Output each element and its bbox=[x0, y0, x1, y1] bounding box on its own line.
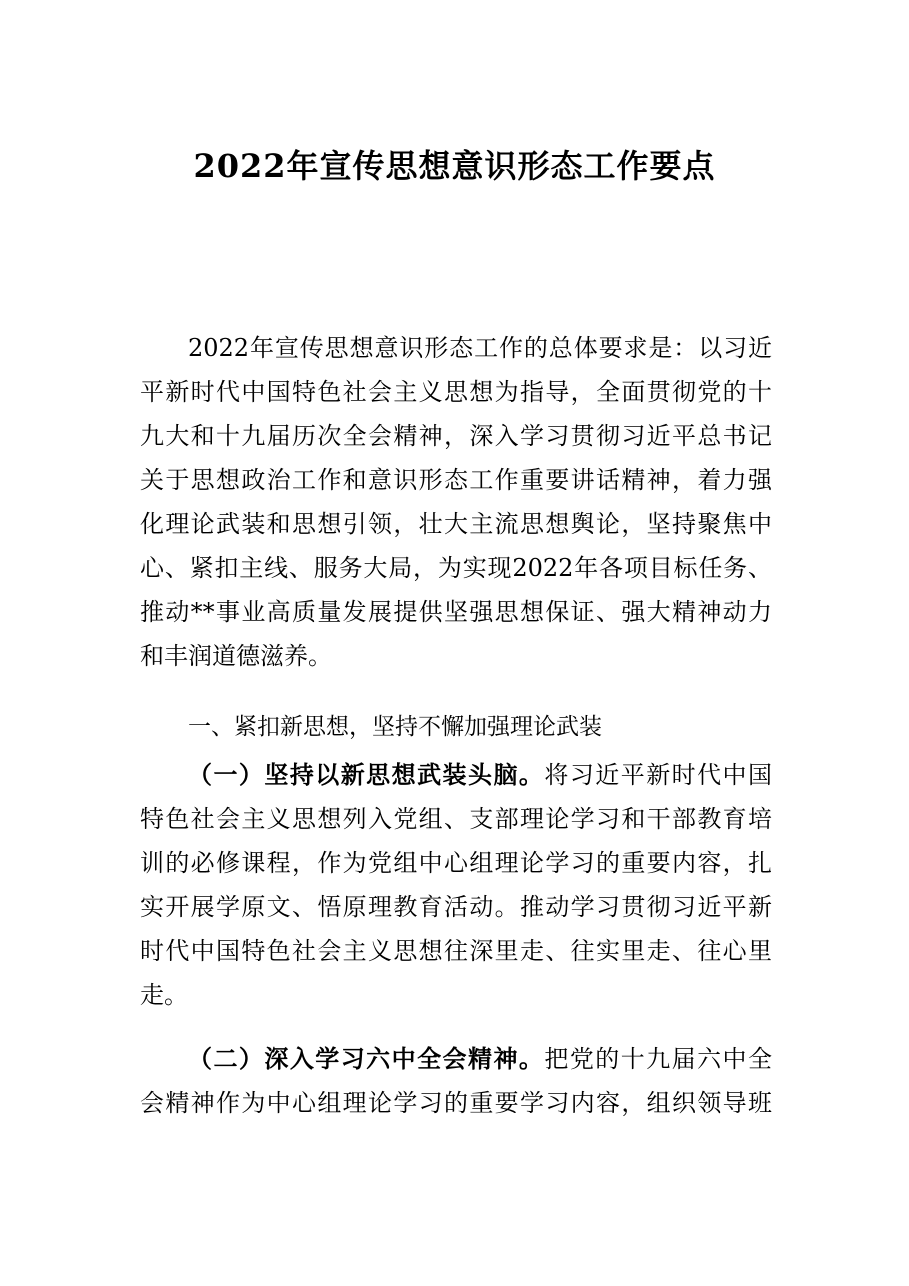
item-line: 会精神作为中心组理论学习的重要学习内容，组织领导班 bbox=[140, 1089, 772, 1117]
item-lead-heading: （一）坚持以新思想武装头脑。 bbox=[188, 761, 545, 789]
intro-line: 和丰润道德滋养。 bbox=[140, 642, 332, 670]
item-line: 走。 bbox=[140, 981, 188, 1009]
intro-line: 心、紧扣主线、服务大局，为实现2022年各项目标任务、 bbox=[140, 554, 772, 582]
item-lead-heading: （二）深入学习六中全会精神。 bbox=[188, 1045, 545, 1073]
item-line: 实开展学原文、悟原理教育活动。推动学习贯彻习近平新 bbox=[140, 893, 772, 921]
item-first-line bbox=[188, 753, 772, 797]
item-line: 时代中国特色社会主义思想往深里走、往实里走、往心里 bbox=[140, 937, 772, 965]
intro-line: 2022年宣传思想意识形态工作的总体要求是：以习近 bbox=[188, 334, 772, 362]
intro-line: 平新时代中国特色社会主义思想为指导，全面贯彻党的十 bbox=[140, 378, 772, 406]
intro-line: 九大和十九届历次全会精神，深入学习贯彻习近平总书记 bbox=[140, 422, 772, 450]
intro-line: 推动**事业高质量发展提供坚强思想保证、强大精神动力 bbox=[140, 598, 772, 626]
item-text: 把党的十九届六中全 bbox=[544, 1045, 772, 1073]
section-heading: 一、紧扣新思想，坚持不懈加强理论武装 bbox=[188, 714, 602, 740]
intro-line: 化理论武装和思想引领，壮大主流思想舆论，坚持聚焦中 bbox=[140, 510, 772, 538]
item-text: 将习近平新时代中国 bbox=[544, 761, 772, 789]
document-title: 2022年宣传思想意识形态工作要点 bbox=[193, 147, 716, 185]
item-line: 特色社会主义思想列入党组、支部理论学习和干部教育培 bbox=[140, 805, 772, 833]
item-line: 训的必修课程，作为党组中心组理论学习的重要内容，扎 bbox=[140, 849, 772, 877]
intro-line: 关于思想政治工作和意识形态工作重要讲话精神，着力强 bbox=[140, 466, 772, 494]
item-first-line bbox=[188, 1037, 772, 1081]
